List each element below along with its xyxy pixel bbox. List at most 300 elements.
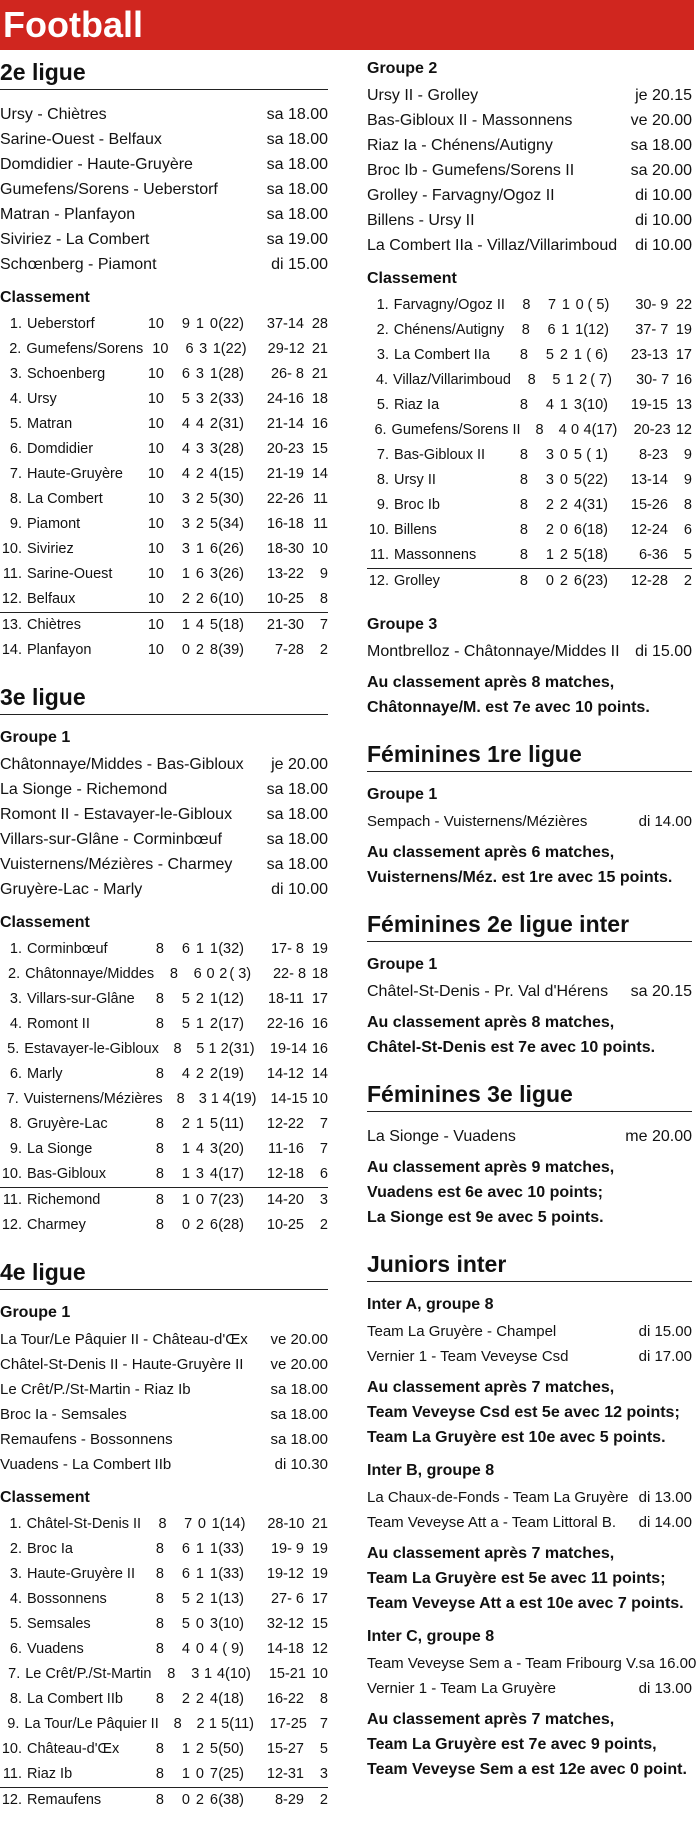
match-row (0, 1377, 328, 1402)
match-teams: Vernier 1 - Team Veveyse Csd (367, 1348, 569, 1365)
wins: 1 (181, 1741, 190, 1757)
goals: 10-25 (266, 1217, 304, 1233)
team-name: Broc Ia (27, 1541, 73, 1557)
group-title: Inter C, groupe 8 (367, 1628, 495, 1645)
draws: 3 (195, 391, 204, 407)
fair-play: (18) (582, 547, 608, 563)
draws: 3 (195, 366, 204, 382)
table-row (0, 1137, 328, 1162)
goals: 6-36 (638, 547, 668, 563)
losses: 7 (209, 1192, 218, 1208)
rank: 1. (9, 316, 22, 332)
draws: 2 (559, 573, 568, 589)
played: 8 (155, 1741, 164, 1757)
rank: 12. (368, 573, 389, 589)
section-heading: 2e ligue (0, 58, 328, 90)
points: 28 (311, 316, 328, 332)
wins: 5 (181, 991, 190, 1007)
played: 8 (519, 573, 528, 589)
match-teams: Vuisternens/Mézières - Charmey (0, 856, 233, 873)
goals: 15-27 (266, 1741, 304, 1757)
points: 13 (675, 397, 692, 413)
draws: 0 (559, 447, 568, 463)
played: 10 (147, 416, 164, 432)
draws: 2 (195, 491, 204, 507)
fair-play: (15) (218, 466, 244, 482)
played: 8 (155, 1116, 164, 1132)
table-row (0, 487, 328, 512)
match-time: sa 18.00 (266, 131, 328, 148)
draws: 1 (195, 941, 204, 957)
rank: 6. (374, 422, 387, 438)
match-row (367, 133, 692, 158)
match-teams: Grolley - Farvagny/Ogoz II (367, 187, 555, 204)
wins: 6 (193, 966, 202, 982)
losses: 4 (209, 1641, 218, 1657)
match-row (0, 777, 328, 802)
page-title: Football (3, 4, 143, 45)
wins: 5 (552, 372, 561, 388)
wins: 0 (181, 642, 190, 658)
losses: 1 (209, 1591, 218, 1607)
team-name: Marly (27, 1066, 63, 1082)
draws: 2 (195, 591, 204, 607)
match-teams: Matran - Planfayon (0, 206, 136, 223)
wins: 4 (181, 1641, 190, 1657)
goals: 30- 7 (636, 372, 670, 388)
losses: 2 (209, 416, 218, 432)
match-row (0, 1452, 328, 1477)
section-heading: 4e ligue (0, 1258, 328, 1290)
match-row (0, 1327, 328, 1352)
goals: 22- 8 (272, 966, 307, 982)
match-row (367, 1510, 692, 1535)
match-teams: Riaz Ia - Chénens/Autigny (367, 137, 553, 154)
draws: 2 (195, 642, 204, 658)
match-time: sa 18.00 (270, 1431, 328, 1448)
match-row (367, 1319, 692, 1344)
match-teams: Le Crêt/P./St-Martin - Riaz Ib (0, 1381, 191, 1398)
match-time: di 14.00 (638, 1514, 692, 1531)
played: 10 (147, 441, 164, 457)
fair-play: (14) (219, 1516, 246, 1532)
match-row (0, 227, 328, 252)
losses: 1 (211, 1516, 220, 1532)
wins: 0 (181, 1792, 190, 1808)
losses: 3 (209, 1141, 218, 1157)
match-teams: Romont II - Estavayer-le-Gibloux (0, 806, 233, 823)
match-time: sa 18.00 (266, 806, 328, 823)
standing-note (367, 1155, 692, 1230)
match-time: sa 18.00 (266, 856, 328, 873)
rank: 8. (9, 491, 22, 507)
draws: 2 (195, 466, 204, 482)
goals: 14-20 (266, 1192, 304, 1208)
rank: 6. (9, 1066, 22, 1082)
fair-play: (20) (218, 1141, 244, 1157)
goals: 27- 6 (270, 1591, 304, 1607)
losses: 2 (209, 1016, 218, 1032)
points: 18 (311, 391, 328, 407)
draws: 1 (561, 322, 570, 338)
goals: 18-30 (266, 541, 304, 557)
header-banner (0, 0, 694, 50)
note-line: Au classement après 8 matches, (367, 1014, 615, 1031)
match-teams: Schœnberg - Piamont (0, 256, 157, 273)
team-name: Belfaux (27, 591, 76, 607)
draws: 1 (204, 1666, 213, 1682)
losses: 5 (573, 472, 582, 488)
note-line: Châtel-St-Denis est 7e avec 10 points. (367, 1039, 656, 1056)
played: 8 (155, 1141, 164, 1157)
rank: 8. (9, 1116, 22, 1132)
wins: 3 (181, 516, 190, 532)
match-teams: Vernier 1 - Team La Gruyère (367, 1680, 556, 1697)
rank: 1. (9, 1516, 22, 1532)
fair-play: ( 6) (586, 347, 608, 363)
points: 21 (311, 341, 328, 357)
match-teams: Châtonnaye/Middes - Bas-Gibloux (0, 756, 244, 773)
wins: 4 (181, 1066, 190, 1082)
match-row (367, 83, 692, 108)
match-time: sa 18.00 (270, 1406, 328, 1423)
rank: 14. (1, 642, 22, 658)
rank: 10. (1, 1741, 22, 1757)
draws: 3 (195, 441, 204, 457)
points: 9 (683, 447, 692, 463)
juniors-block (367, 1626, 696, 1782)
wins: 5 (181, 1591, 190, 1607)
rank: 4. (9, 1016, 22, 1032)
goals: 32-12 (266, 1616, 304, 1632)
wins: 5 (181, 1616, 190, 1632)
rank: 5. (9, 1616, 22, 1632)
losses: 3 (573, 397, 582, 413)
team-name: Gumefens/Sorens II (391, 422, 521, 438)
team-name: Charmey (27, 1217, 86, 1233)
goals: 15-21 (268, 1666, 306, 1682)
wins: 1 (181, 566, 190, 582)
left-column (0, 58, 328, 1833)
match-teams: Team Veveyse Att a - Team Littoral B. (367, 1514, 617, 1531)
match-row (367, 639, 692, 664)
goals: 22-26 (266, 491, 304, 507)
wins: 2 (196, 1716, 205, 1732)
match-teams: Billens - Ursy II (367, 212, 475, 229)
played: 8 (519, 547, 528, 563)
match-row (367, 108, 692, 133)
draws: 4 (195, 416, 204, 432)
match-time: di 10.00 (635, 212, 692, 229)
match-row (367, 1485, 692, 1510)
rank: 12. (1, 1217, 22, 1233)
fair-play: ( 7) (590, 372, 612, 388)
played: 8 (155, 1792, 164, 1808)
wins: 5 (181, 391, 190, 407)
match-row (367, 809, 692, 834)
juniors-block (367, 1460, 692, 1616)
standings-table (0, 937, 328, 1238)
played: 8 (155, 1691, 164, 1707)
table-row (367, 318, 692, 343)
table-row (0, 1637, 328, 1662)
match-row (367, 233, 692, 258)
goals: 20-23 (633, 422, 671, 438)
played: 8 (173, 1716, 182, 1732)
fair-play: (19) (218, 1066, 244, 1082)
match-time: sa 18.00 (266, 831, 328, 848)
table-row (0, 1037, 328, 1062)
goals: 11-16 (267, 1141, 304, 1157)
table-row (0, 1762, 328, 1788)
match-list (367, 83, 692, 258)
draws: 2 (559, 547, 568, 563)
wins: 3 (181, 491, 190, 507)
note-line: Team La Gruyère est 10e avec 5 points. (367, 1429, 666, 1446)
match-teams: Bas-Gibloux II - Massonnens (367, 112, 573, 129)
fair-play: (18) (218, 1691, 244, 1707)
section-heading: 3e ligue (0, 683, 328, 715)
wins: 6 (181, 941, 190, 957)
goals: 22-16 (266, 1016, 304, 1032)
goals: 12-31 (266, 1766, 304, 1782)
draws: 1 (210, 1091, 219, 1107)
losses: 1 (209, 1541, 218, 1557)
match-time: di 17.00 (638, 1348, 692, 1365)
match-teams: Gumefens/Sorens - Ueberstorf (0, 181, 218, 198)
team-name: Gruyère-Lac (27, 1116, 108, 1132)
wins: 0 (545, 573, 554, 589)
wins: 2 (181, 591, 190, 607)
team-name: Riaz Ib (27, 1766, 73, 1782)
goals: 37-14 (266, 316, 304, 332)
draws: 1 (195, 1016, 204, 1032)
fair-play: (11) (219, 1116, 244, 1132)
match-teams: Sarine-Ouest - Belfaux (0, 131, 162, 148)
rank: 5. (376, 397, 389, 413)
standing-note (367, 670, 692, 720)
points: 7 (319, 1116, 328, 1132)
team-name: Ursy II (394, 472, 436, 488)
match-row (367, 1344, 692, 1369)
losses: 1 (209, 1566, 218, 1582)
draws: 3 (195, 1166, 204, 1182)
points: 17 (311, 1591, 328, 1607)
table-row (0, 1062, 328, 1087)
team-name: Châtel-St-Denis II (26, 1516, 142, 1532)
goals: 13-22 (266, 566, 304, 582)
table-row (0, 1712, 328, 1737)
played: 8 (519, 397, 528, 413)
points: 5 (683, 547, 692, 563)
goals: 19- 9 (270, 1541, 304, 1557)
draws: 1 (561, 297, 570, 313)
team-name: Chénens/Autigny (393, 322, 505, 338)
played: 8 (155, 991, 164, 1007)
draws: 2 (195, 991, 204, 1007)
table-row (0, 1512, 328, 1537)
rank: 11. (2, 1766, 22, 1782)
team-name: Gumefens/Sorens (26, 341, 144, 357)
goals: 13-14 (630, 472, 668, 488)
match-time: je 20.15 (635, 87, 692, 104)
draws: 2 (195, 1066, 204, 1082)
goals: 8-29 (274, 1792, 304, 1808)
losses: 4 (216, 1666, 225, 1682)
draws: 0 (206, 966, 215, 982)
losses: 3 (209, 441, 218, 457)
team-name: Villars-sur-Glâne (27, 991, 135, 1007)
played: 8 (176, 1091, 185, 1107)
wins: 4 (558, 422, 567, 438)
points: 3 (319, 1192, 328, 1208)
points: 14 (311, 1066, 328, 1082)
losses: 2 (579, 372, 588, 388)
draws: 4 (195, 617, 204, 633)
match-time: sa 18.00 (266, 781, 328, 798)
fair-play: (39) (218, 642, 244, 658)
goals: 21-30 (266, 617, 304, 633)
goals: 30- 9 (635, 297, 669, 313)
standing-note (367, 840, 692, 890)
table-row (0, 412, 328, 437)
losses: 1 (575, 322, 584, 338)
table-row (0, 1562, 328, 1587)
wins: 6 (185, 341, 194, 357)
draws: 2 (195, 1741, 204, 1757)
match-time: di 14.00 (638, 813, 692, 830)
table-row (0, 1087, 328, 1112)
match-time: sa 19.00 (266, 231, 328, 248)
draws: 1 (195, 541, 204, 557)
goals: 18-11 (267, 991, 304, 1007)
goals: 16-22 (266, 1691, 304, 1707)
played: 8 (519, 497, 528, 513)
draws: 2 (195, 1217, 204, 1233)
team-name: Matran (27, 416, 73, 432)
fair-play: (31) (582, 497, 608, 513)
note-line: Vuadens est 6e avec 10 points; (367, 1184, 603, 1201)
team-name: La Sionge (27, 1141, 93, 1157)
match-time: ve 20.00 (630, 112, 692, 129)
rank: 4. (9, 1591, 22, 1607)
wins: 3 (198, 1091, 207, 1107)
juniors-group (367, 1626, 696, 1782)
draws: 2 (559, 347, 568, 363)
losses: 6 (209, 591, 218, 607)
fair-play: (22) (218, 316, 244, 332)
draws: 2 (195, 1792, 204, 1808)
fair-play: (10) (218, 1616, 244, 1632)
match-time: di 13.00 (638, 1489, 692, 1506)
standing-note (367, 1707, 692, 1782)
fair-play: (13) (218, 1591, 244, 1607)
played: 8 (527, 372, 536, 388)
section-4e-ligue (0, 1258, 328, 1813)
fair-play: ( 1) (586, 447, 608, 463)
section-2e-ligue (0, 58, 328, 663)
played: 10 (147, 391, 164, 407)
section-heading: Féminines 1re ligue (367, 740, 692, 772)
match-teams: Domdidier - Haute-Gruyère (0, 156, 193, 173)
section-heading: Féminines 2e ligue inter (367, 910, 692, 942)
played: 8 (519, 447, 528, 463)
played: 8 (522, 297, 531, 313)
wins: 3 (545, 447, 554, 463)
fair-play: (18) (218, 617, 244, 633)
team-name: Château-d'Œx (27, 1741, 120, 1757)
wins: 1 (181, 1141, 190, 1157)
match-row (367, 158, 692, 183)
match-teams: Siviriez - La Combert (0, 231, 150, 248)
draws: 1 (565, 372, 574, 388)
wins: 1 (181, 1766, 190, 1782)
fair-play: (28) (218, 441, 244, 457)
points: 7 (319, 1716, 328, 1732)
goals: 28-10 (267, 1516, 305, 1532)
played: 8 (155, 1566, 164, 1582)
played: 8 (521, 322, 530, 338)
rank: 11. (2, 566, 22, 582)
section-feminines-2e (367, 910, 692, 1060)
played: 10 (147, 642, 164, 658)
rank: 2. (9, 341, 22, 357)
losses: 2 (219, 966, 228, 982)
goals: 19-12 (266, 1566, 304, 1582)
team-name: Le Crêt/P./St-Martin (25, 1666, 152, 1682)
match-time: je 20.00 (271, 756, 328, 773)
fair-play: (10) (582, 397, 608, 413)
match-time: di 10.00 (635, 187, 692, 204)
table-row (367, 543, 692, 569)
losses: 4 (209, 466, 218, 482)
draws: 1 (208, 1041, 217, 1057)
losses: 4 (209, 1691, 218, 1707)
match-row (0, 852, 328, 877)
match-row (367, 208, 692, 233)
team-name: Estavayer-le-Gibloux (24, 1041, 159, 1057)
team-name: Piamont (27, 516, 81, 532)
points: 10 (311, 541, 328, 557)
goals: 20-23 (266, 441, 304, 457)
fair-play: (25) (218, 1766, 244, 1782)
played: 10 (147, 566, 164, 582)
table-row (0, 587, 328, 613)
match-row (367, 183, 692, 208)
fair-play: (33) (218, 1541, 244, 1557)
losses: 4 (583, 422, 592, 438)
match-row (0, 102, 328, 127)
table-row (0, 312, 328, 337)
fair-play: (30) (218, 491, 244, 507)
rank: 1. (376, 297, 389, 313)
losses: 3 (209, 566, 218, 582)
wins: 4 (181, 466, 190, 482)
match-list (0, 1327, 328, 1477)
losses: 0 (209, 316, 218, 332)
goals: 12-28 (630, 573, 668, 589)
team-name: Farvagny/Ogoz II (393, 297, 505, 313)
note-line: Team Veveyse Sem a est 12e avec 0 point. (367, 1761, 687, 1778)
team-name: Bossonnens (27, 1591, 107, 1607)
note-line: Team La Gruyère est 5e avec 11 points; (367, 1570, 666, 1587)
match-teams: Châtel-St-Denis - Pr. Val d'Hérens (367, 983, 609, 1000)
rank: 3. (9, 1566, 22, 1582)
played: 8 (155, 1641, 164, 1657)
note-line: La Sionge est 9e avec 5 points. (367, 1209, 604, 1226)
team-name: La Combert IIb (27, 1691, 123, 1707)
table-row (0, 387, 328, 412)
